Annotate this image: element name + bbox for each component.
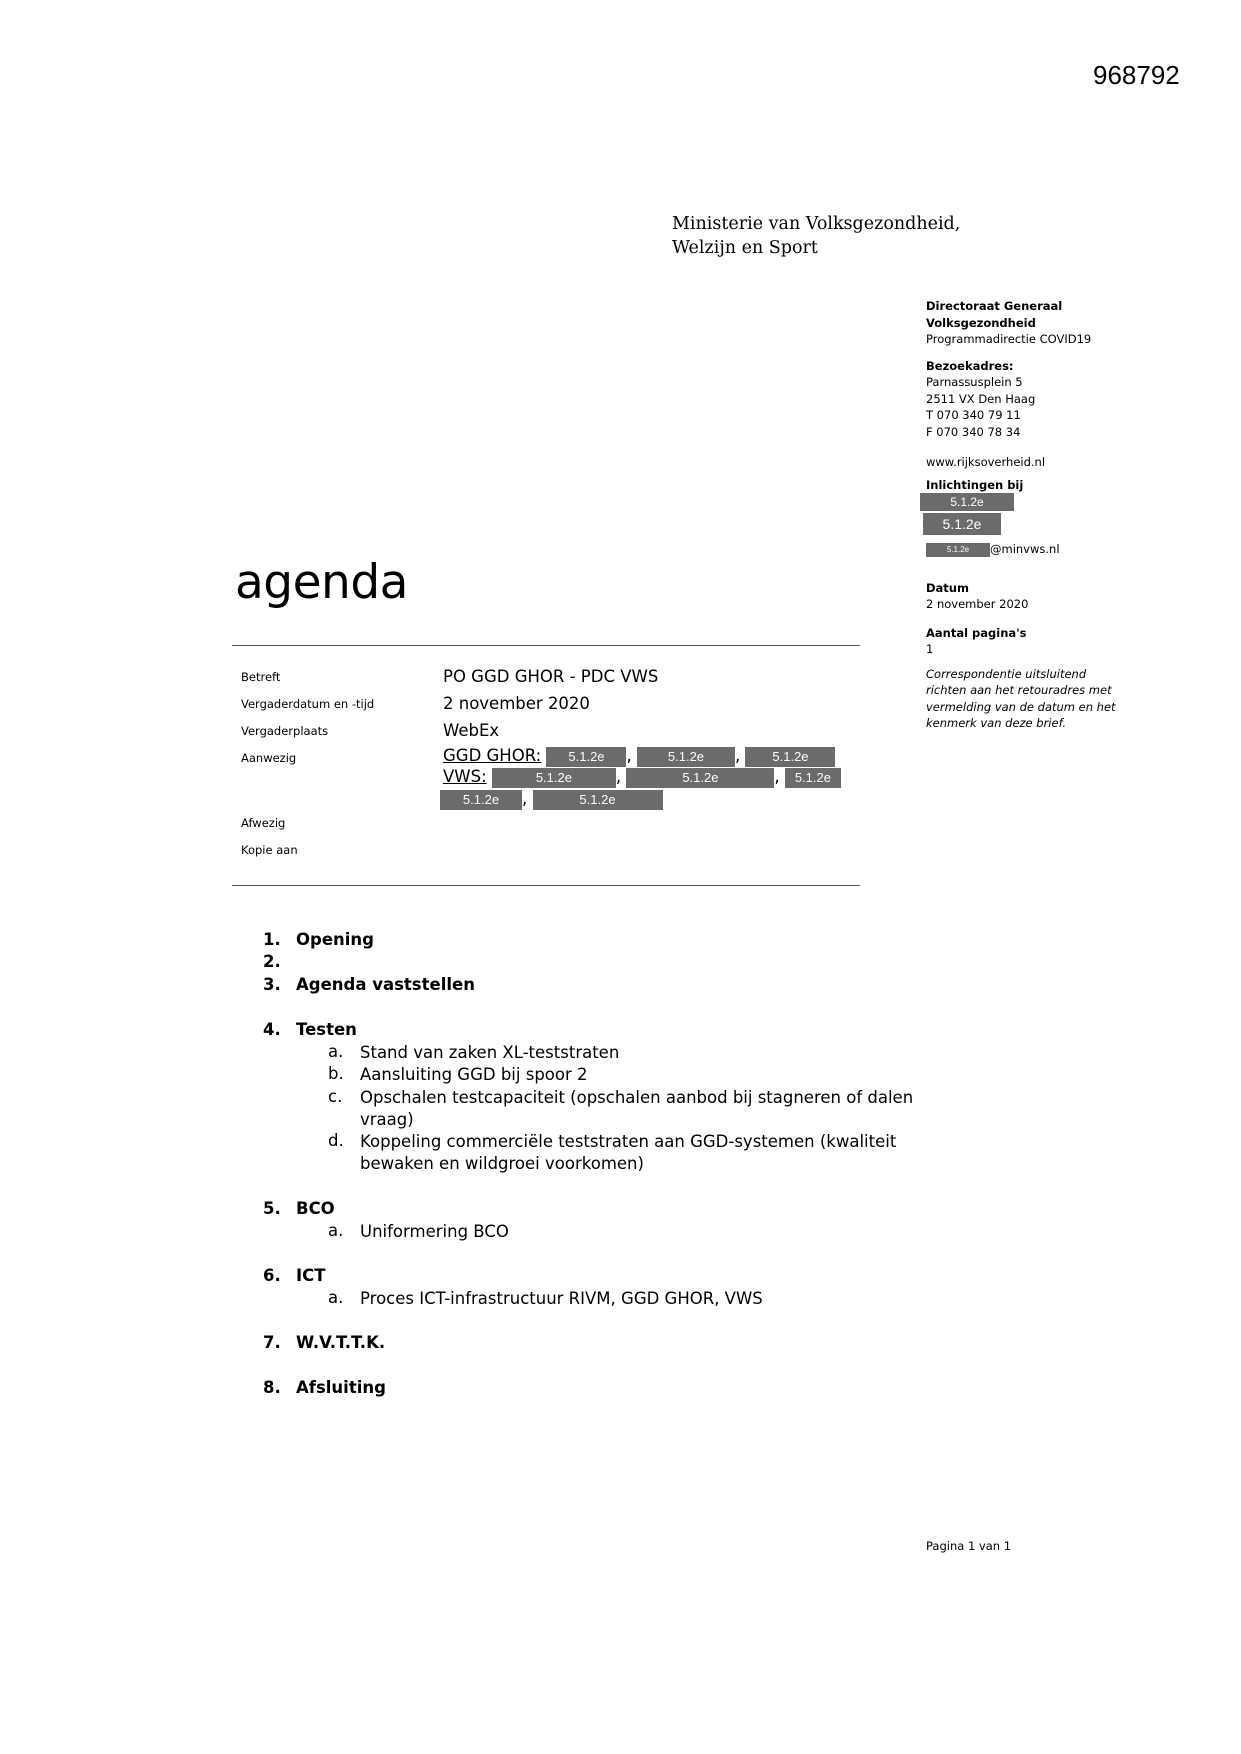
- phone: T 070 340 79 11: [926, 408, 1021, 422]
- redacted-box: 5.1.2e: [546, 747, 626, 767]
- document-id: 968792: [1093, 60, 1180, 90]
- comma: ,: [774, 767, 780, 786]
- value-datetime: 2 november 2020: [443, 694, 590, 713]
- sub-item: Aansluiting GGD bij spoor 2: [360, 1065, 588, 1084]
- top-divider: [232, 645, 860, 646]
- item-number: 1.: [263, 930, 281, 949]
- org-line-1: Directoraat Generaal: [926, 299, 1063, 313]
- value-place: WebEx: [443, 721, 500, 740]
- redacted-box: 5.1.2e: [745, 747, 835, 767]
- item-number: 4.: [263, 1020, 281, 1039]
- email-suffix[interactable]: @minvws.nl: [990, 542, 1060, 556]
- pages-label: Aantal pagina's: [926, 625, 1027, 640]
- redacted-box: 5.1.2e: [492, 768, 616, 788]
- info-label: Inlichtingen bij: [926, 477, 1024, 492]
- ministry-line-1: Ministerie van Volksgezondheid,: [672, 214, 961, 234]
- present-ggd-row: [443, 746, 835, 767]
- redacted-box: 5.1.2e: [626, 768, 774, 788]
- date-value: 2 november 2020: [926, 597, 1029, 611]
- ministry-name: [672, 212, 960, 260]
- street: Parnassusplein 5: [926, 375, 1023, 389]
- label-place: Vergaderplaats: [241, 724, 329, 738]
- sub-letter: b.: [328, 1064, 344, 1083]
- city: 2511 VX Den Haag: [926, 391, 1036, 406]
- page-footer: Pagina 1 van 1: [926, 1539, 1012, 1553]
- item-number: 5.: [263, 1199, 281, 1218]
- sub-letter: a.: [328, 1288, 344, 1307]
- agenda-item-opening: Opening: [296, 930, 374, 949]
- sub-letter: a.: [328, 1042, 344, 1061]
- value-subject: PO GGD GHOR - PDC VWS: [443, 667, 659, 686]
- sub-item: Opschalen testcapaciteit (opschalen aanbod bij stagneren of dalen vraag): [360, 1088, 914, 1129]
- item-number: 8.: [263, 1378, 281, 1397]
- fax: F 070 340 78 34: [926, 424, 1021, 439]
- label-absent: Afwezig: [241, 816, 286, 830]
- label-copy: Kopie aan: [241, 843, 298, 857]
- org-line-3: Programmadirectie COVID19: [926, 332, 1092, 346]
- agenda-item-afsluiting: Afsluiting: [296, 1378, 386, 1397]
- agenda-item-wvttk: W.V.T.T.K.: [296, 1333, 386, 1352]
- redacted-box: 5.1.2e: [920, 493, 1014, 511]
- website-link[interactable]: www.rijksoverheid.nl: [926, 455, 1046, 469]
- ministry-line-2: Welzijn en Sport: [672, 238, 818, 258]
- comma: ,: [615, 767, 622, 786]
- item-number: 6.: [263, 1266, 281, 1285]
- present-vws-row: [443, 767, 841, 788]
- item-number: 2.: [263, 952, 281, 971]
- org-line-2: Volksgezondheid: [926, 315, 1036, 330]
- date-label: Datum: [926, 580, 969, 595]
- label-subject: Betreft: [241, 670, 281, 684]
- pages-value: 1: [926, 642, 934, 656]
- present-vws-row-2: [440, 789, 663, 810]
- present-vws-label: VWS:: [443, 767, 487, 786]
- sub-item: Stand van zaken XL-teststraten: [360, 1043, 620, 1062]
- redacted-box: 5.1.2e: [923, 513, 1001, 535]
- item-number: 7.: [263, 1333, 281, 1352]
- item-number: 3.: [263, 975, 281, 994]
- correspondence-note: Correspondentie uitsluitend richten aan het retouradres met vermelding van de datum en het kenmerk van deze brief.: [926, 666, 1116, 730]
- redacted-box: 5.1.2e: [440, 790, 522, 810]
- sub-letter: a.: [328, 1221, 344, 1240]
- agenda-item-bco: BCO: [296, 1199, 335, 1218]
- label-present: Aanwezig: [241, 751, 297, 765]
- bottom-divider: [232, 885, 860, 886]
- agenda-item-ict: ICT: [296, 1266, 326, 1285]
- redacted-box: 5.1.2e: [533, 790, 663, 810]
- sub-letter: d.: [328, 1131, 344, 1150]
- label-datetime: Vergaderdatum en -tijd: [241, 697, 375, 711]
- visit-address-label: Bezoekadres:: [926, 358, 1014, 373]
- agenda-item-testen: Testen: [296, 1020, 357, 1039]
- sub-letter: c.: [328, 1087, 343, 1106]
- present-ggd-label: GGD GHOR:: [443, 746, 542, 765]
- redacted-box: 5.1.2e: [926, 543, 990, 557]
- sidebar-info: [926, 298, 1186, 732]
- sub-item: Koppeling commerciële teststraten aan GGD-systemen (kwaliteit bewaken en wildgroei voorkomen): [360, 1132, 897, 1173]
- agenda-item-agenda: Agenda vaststellen: [296, 975, 475, 994]
- sub-item: Proces ICT-infrastructuur RIVM, GGD GHOR, VWS: [360, 1289, 763, 1308]
- comma: ,: [734, 746, 741, 765]
- comma: ,: [522, 789, 528, 808]
- comma: ,: [626, 746, 632, 765]
- redacted-box: 5.1.2e: [785, 768, 841, 788]
- redacted-box: 5.1.2e: [637, 747, 735, 767]
- sub-item: Uniformering BCO: [360, 1222, 509, 1241]
- page-title: agenda: [235, 555, 408, 610]
